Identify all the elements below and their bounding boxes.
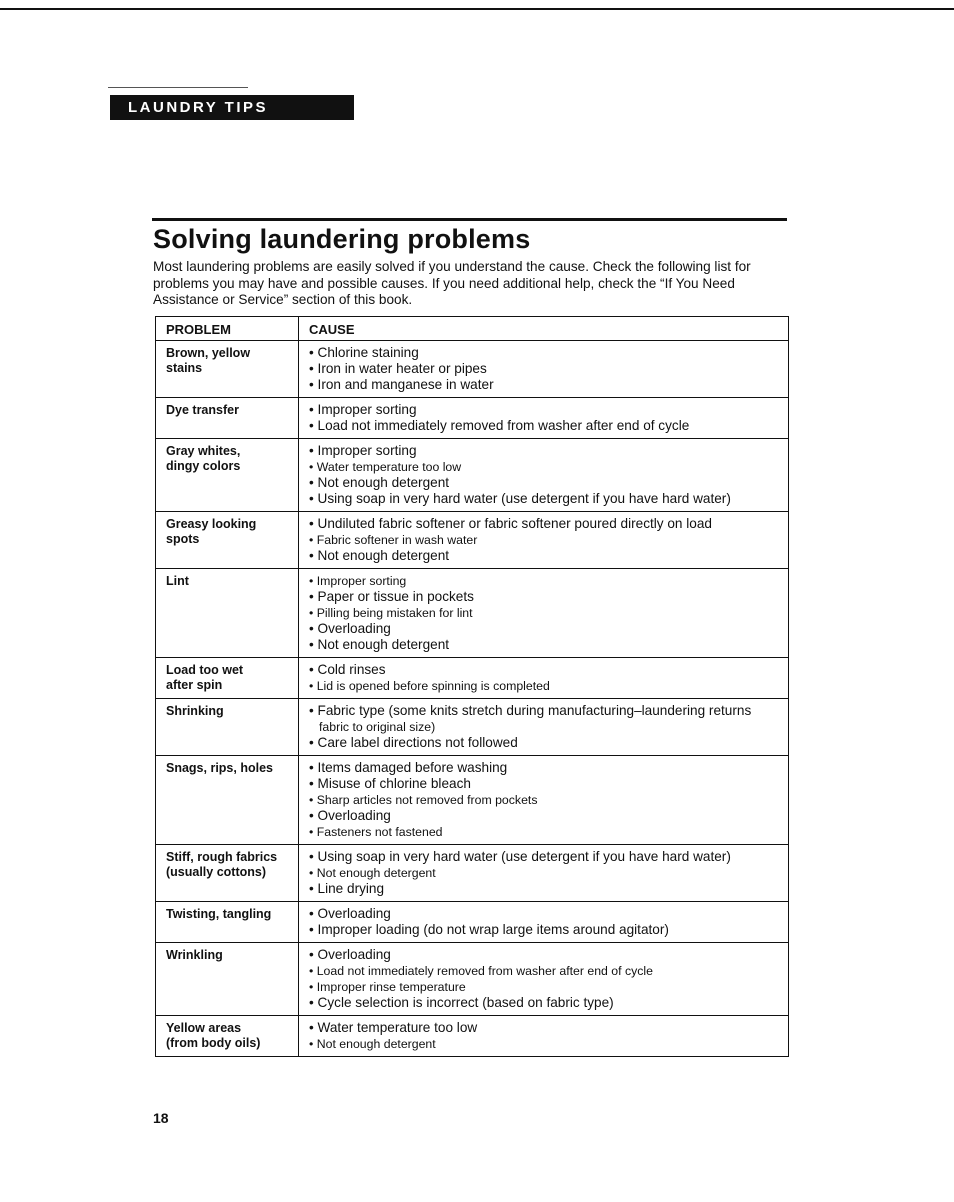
problem-cell bbox=[156, 341, 299, 398]
table-row bbox=[156, 569, 789, 658]
cause-item: • Cold rinses bbox=[309, 662, 386, 677]
cause-item: • Overloading bbox=[309, 947, 391, 962]
cause-item: • Misuse of chlorine bleach bbox=[309, 776, 471, 791]
cause-item: • Improper sorting bbox=[309, 402, 417, 417]
cause-item: • Line drying bbox=[309, 881, 385, 896]
table-body bbox=[156, 341, 789, 1057]
cause-cell bbox=[299, 341, 789, 398]
table-row bbox=[156, 398, 789, 439]
problem-cell bbox=[156, 439, 299, 512]
table-row bbox=[156, 1016, 789, 1057]
table-row bbox=[156, 943, 789, 1016]
problem-label: Lint bbox=[166, 574, 189, 588]
problem-label: after spin bbox=[166, 678, 223, 692]
cause-item: • Load not immediately removed from washer after end of cycle bbox=[309, 418, 690, 433]
cause-item: • Not enough detergent bbox=[309, 1037, 436, 1051]
cause-item: • Not enough detergent bbox=[309, 637, 450, 652]
cause-item: • Paper or tissue in pockets bbox=[309, 589, 474, 604]
problem-cell bbox=[156, 398, 299, 439]
cause-item: • Pilling being mistaken for lint bbox=[309, 606, 473, 620]
table-row bbox=[156, 341, 789, 398]
cause-item: • Improper sorting bbox=[309, 443, 417, 458]
cause-item: • Lid is opened before spinning is completed bbox=[309, 679, 550, 693]
cause-item: fabric to original size) bbox=[319, 720, 436, 734]
problem-label: spots bbox=[166, 532, 200, 546]
problem-label: Brown, yellow bbox=[166, 346, 251, 360]
problem-cell bbox=[156, 943, 299, 1016]
cause-cell bbox=[299, 845, 789, 902]
page-number: 18 bbox=[153, 1110, 169, 1126]
table-row bbox=[156, 658, 789, 699]
problem-label: Snags, rips, holes bbox=[166, 761, 273, 775]
problem-cell bbox=[156, 658, 299, 699]
cause-item: • Using soap in very hard water (use detergent if you have hard water) bbox=[309, 849, 731, 864]
cause-item: • Overloading bbox=[309, 906, 391, 921]
problem-label: Gray whites, bbox=[166, 444, 241, 458]
header-problem: PROBLEM bbox=[156, 317, 299, 341]
intro-paragraph: Most laundering problems are easily solved if you understand the cause. Check the following list for problems you may have and possible causes. If you need additional help, check the “If You Need Assistance or Service” section of this book. bbox=[153, 259, 751, 307]
problem-label: Greasy looking bbox=[166, 517, 257, 531]
problem-label: (usually cottons) bbox=[166, 865, 267, 879]
table-row bbox=[156, 699, 789, 756]
cause-item: • Water temperature too low bbox=[309, 1020, 478, 1035]
cause-cell bbox=[299, 1016, 789, 1057]
cause-item: • Iron in water heater or pipes bbox=[309, 361, 487, 376]
cause-item: • Fabric type (some knits stretch during manufacturing–laundering returns bbox=[309, 703, 752, 718]
cause-cell bbox=[299, 439, 789, 512]
cause-item: • Cycle selection is incorrect (based on fabric type) bbox=[309, 995, 614, 1010]
header-cause: CAUSE bbox=[299, 317, 789, 341]
cause-item: • Fabric softener in wash water bbox=[309, 533, 478, 547]
cause-item: • Using soap in very hard water (use detergent if you have hard water) bbox=[309, 491, 731, 506]
problem-cell bbox=[156, 569, 299, 658]
problem-label: Dye transfer bbox=[166, 403, 239, 417]
table-row bbox=[156, 512, 789, 569]
cause-item: • Load not immediately removed from washer after end of cycle bbox=[309, 964, 653, 978]
cause-cell bbox=[299, 699, 789, 756]
problem-label: Stiff, rough fabrics bbox=[166, 850, 278, 864]
cause-cell bbox=[299, 569, 789, 658]
header-thin-rule bbox=[108, 87, 248, 88]
problem-label: Shrinking bbox=[166, 704, 224, 718]
problem-label: Twisting, tangling bbox=[166, 907, 272, 921]
cause-cell bbox=[299, 943, 789, 1016]
problem-label: Load too wet bbox=[166, 663, 244, 677]
cause-item: • Overloading bbox=[309, 808, 391, 823]
problem-cell bbox=[156, 902, 299, 943]
problem-cell bbox=[156, 756, 299, 845]
problem-cell bbox=[156, 699, 299, 756]
problem-label: stains bbox=[166, 361, 203, 375]
cause-cell bbox=[299, 658, 789, 699]
table-row bbox=[156, 439, 789, 512]
cause-item: • Chlorine staining bbox=[309, 345, 419, 360]
cause-item: • Improper loading (do not wrap large items around agitator) bbox=[309, 922, 669, 937]
problem-label: Yellow areas bbox=[166, 1021, 242, 1035]
cause-item: • Overloading bbox=[309, 621, 391, 636]
cause-cell bbox=[299, 756, 789, 845]
cause-item: • Not enough detergent bbox=[309, 548, 450, 563]
problem-label: (from body oils) bbox=[166, 1036, 261, 1050]
title-rule bbox=[152, 218, 787, 221]
cause-item: • Items damaged before washing bbox=[309, 760, 508, 775]
cause-item: • Water temperature too low bbox=[309, 460, 462, 474]
cause-cell bbox=[299, 512, 789, 569]
cause-item: • Not enough detergent bbox=[309, 475, 450, 490]
table-header-row bbox=[156, 317, 789, 341]
cause-item: • Care label directions not followed bbox=[309, 735, 518, 750]
problem-cell bbox=[156, 845, 299, 902]
problem-label: dingy colors bbox=[166, 459, 241, 473]
section-tab: LAUNDRY TIPS bbox=[110, 95, 354, 120]
page-title: Solving laundering problems bbox=[153, 224, 531, 254]
table-row bbox=[156, 902, 789, 943]
cause-item: • Iron and manganese in water bbox=[309, 377, 494, 392]
cause-item: • Improper sorting bbox=[309, 574, 407, 588]
table-row bbox=[156, 756, 789, 845]
problem-cell bbox=[156, 512, 299, 569]
cause-item: • Undiluted fabric softener or fabric softener poured directly on load bbox=[309, 516, 712, 531]
problem-label: Wrinkling bbox=[166, 948, 223, 962]
cause-item: • Improper rinse temperature bbox=[309, 980, 466, 994]
problem-cell bbox=[156, 1016, 299, 1057]
cause-item: • Not enough detergent bbox=[309, 866, 436, 880]
table-row bbox=[156, 845, 789, 902]
problems-table bbox=[155, 316, 789, 1057]
cause-item: • Sharp articles not removed from pockets bbox=[309, 793, 538, 807]
cause-cell bbox=[299, 902, 789, 943]
cause-item: • Fasteners not fastened bbox=[309, 825, 443, 839]
top-rule bbox=[0, 8, 954, 10]
cause-cell bbox=[299, 398, 789, 439]
